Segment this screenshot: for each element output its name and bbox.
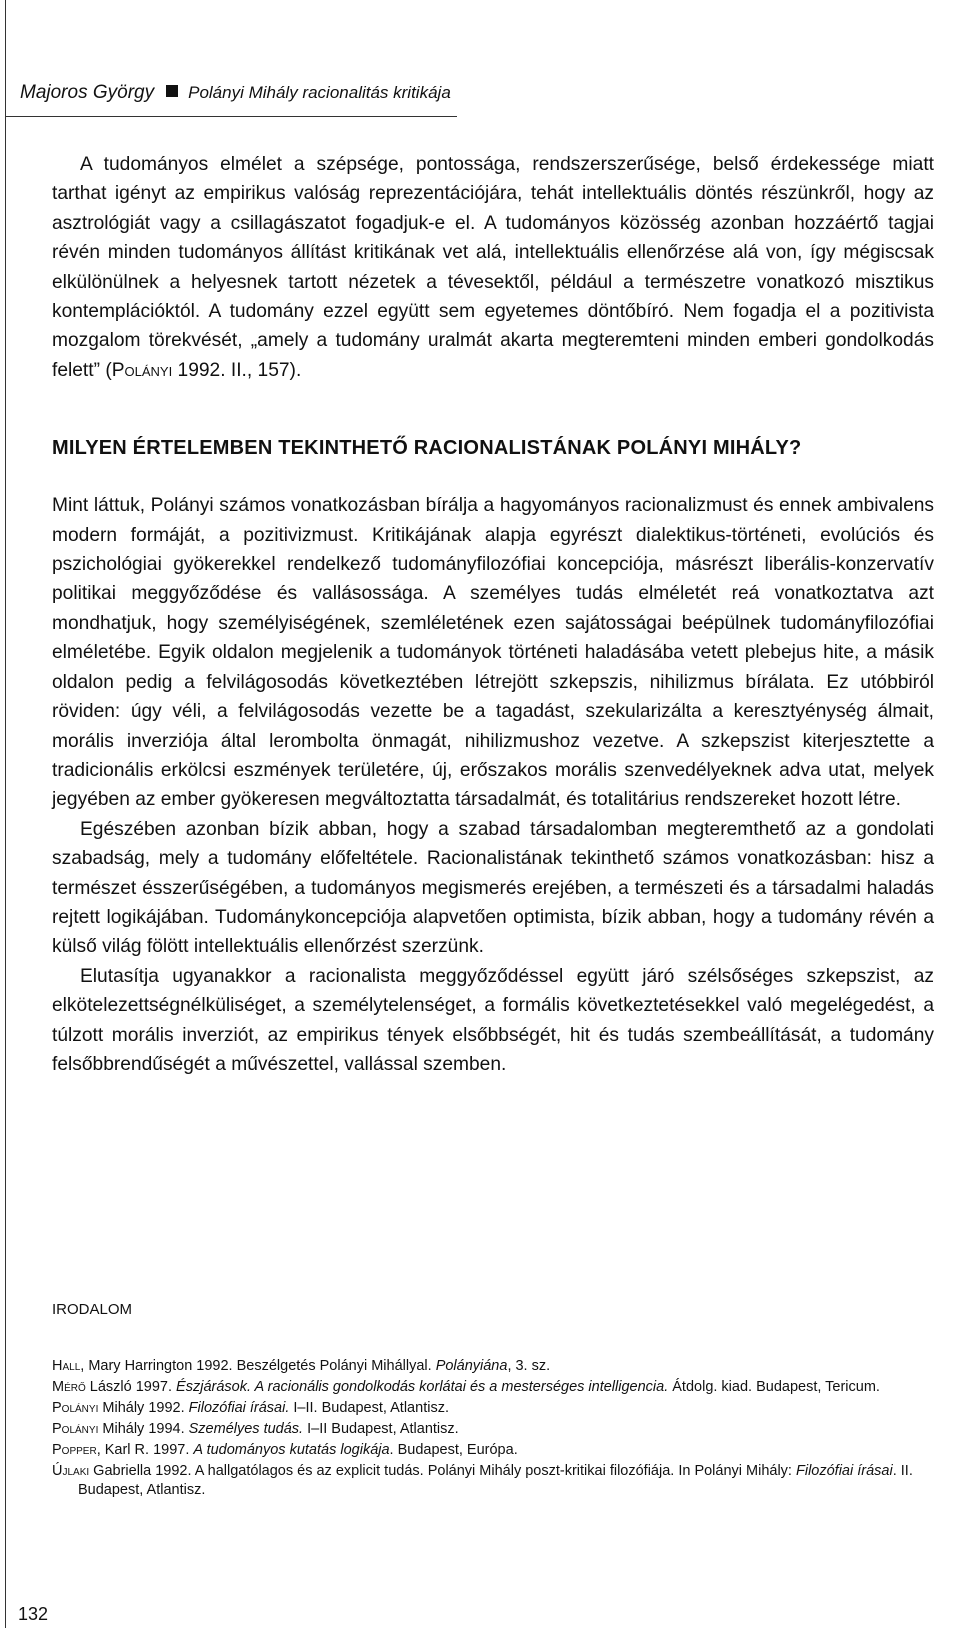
reference-title: Filozófiai írásai. — [188, 1400, 290, 1416]
reference-text: , Mary Harrington 1992. Beszélgetés Polányi Mihállyal. — [80, 1358, 436, 1374]
header-rule — [5, 116, 457, 117]
reference-title: Személyes tudás. — [188, 1421, 304, 1437]
reference-item — [52, 1420, 934, 1439]
citation-name: Polányi — [111, 359, 173, 381]
reference-author: Hall — [52, 1358, 81, 1374]
reference-text: I–II Budapest, Atlantisz. — [303, 1421, 459, 1437]
reference-text: Átdolg. kiad. Budapest, Tericum. — [668, 1379, 880, 1395]
reference-text: , 3. sz. — [507, 1358, 551, 1374]
running-header — [20, 82, 451, 104]
square-bullet-icon — [166, 85, 178, 97]
reference-text: Mihály 1994. — [98, 1421, 189, 1437]
header-title: Polányi Mihály racionalitás kritikája — [188, 83, 451, 102]
reference-title: Filozófiai írásai — [796, 1463, 893, 1479]
reference-text: László 1997. — [85, 1379, 177, 1395]
paragraph-1 — [52, 150, 934, 385]
reference-author: Mérő — [52, 1379, 86, 1395]
reference-title: Észjárások. A racionális gondolkodás korlátai és a mesterséges intelligencia. — [176, 1379, 669, 1395]
reference-author: Polányi — [52, 1400, 99, 1416]
left-margin-rule — [5, 0, 6, 1628]
reference-author: Popper — [52, 1442, 97, 1458]
reference-item — [52, 1462, 934, 1500]
reference-text: Gabriella 1992. A hallgatólagos és az explicit tudás. Polányi Mihály poszt-kritikai filozófiája. In Polányi Mihály: — [89, 1463, 796, 1479]
references-title: IRODALOM — [52, 1301, 133, 1318]
paragraph-2: Mint láttuk, Polányi számos vonatkozásban bírálja a hagyományos racionalizmust és ennek ambivalens modern formáját, a pozitivizmust. Kritikájának alapja egyrészt dialektikus-történeti, evolúciós és pszichológiai gyökerekkel rendelkező tudományfilozófiai koncepciója, másrészt liberális-konzervatív politikai meggyőződése és vallásossága. A személyes tudás elméletét reá vonatkoztatva azt mondhatjuk, hogy személyiségének, szemléletének ezen sajátosságai beépülnek tudományfilozófiai elméletébe. Egyik oldalon megjelenik a tudományok történeti haladásába vetett plebejus hite, a másik oldalon pedig a felvilágosodás következtében létrejött szkepszis, nihilizmus bírálata. Ez utóbbiról röviden: úgy véli, a felvilágosodás vezette be a tagadást, szekularizálta a keresztyénység álmait, morális inverziója által lerombolta önmagát, nihilizmushoz vezetve. A szkepszist kiterjesztette a tradicionális erkölcsi eszmények területére, új, erőszakos morális szenvedélyeknek adva utat, melyek jegyében az ember gyökeresen megváltoztatta társadalmát, és totalitárius rendszereket hozott létre. — [52, 495, 934, 811]
reference-text: Mihály 1992. — [98, 1400, 189, 1416]
paragraph-1-text: A tudományos elmélet a szépsége, pontossága, rendszerszerűsége, belső érdekessége miatt tarthat igényt az empirikus valóság reprezentációjára, tehát intellektuális döntés részünkről, hogy az asztrológiát vagy a csillagászatot fogadjuk-e el. A tudományos közösség azonban hozzáértő tagjai révén minden tudományos állítást kritikának vet alá, intellektuális ellenőrzése alá von, így mégiscsak elkülönülnek a helyesnek tartott nézetek a tévesektől, például a természetre vonatkozó misztikus kontemplációktól. A tudomány ezzel együtt sem egyetemes döntőbíró. Nem fogadja el a pozitivista mozgalom törekvését, „amely a tudomány uralmát akarta megteremteni minden emberi gondolkodás felett” ( — [52, 154, 934, 381]
reference-item — [52, 1441, 934, 1460]
paragraph-4: Elutasítja ugyanakkor a racionalista meggyőződéssel együtt járó szélsőséges szkepszist, az elkötelezettségnélküliséget, a személytelenséget, a formális következtetésekkel való megelégedést, a túlzott morális inverziót, az empirikus tények elsőbbségét, hit és tudás szembeállítását, a tudomány felsőbbrendűségét a művészettel, vallással szemben. — [52, 965, 934, 1075]
reference-title: Polányiána — [435, 1358, 508, 1374]
citation-rest: 1992. II., 157). — [172, 359, 302, 381]
reference-text: . Budapest, Európa. — [389, 1442, 518, 1458]
reference-text: , Karl R. 1997. — [96, 1442, 194, 1458]
reference-author: Polányi — [52, 1421, 99, 1437]
reference-text: . II. Budapest, Atlantisz. — [78, 1463, 913, 1498]
references-section — [52, 1300, 934, 1502]
section-heading: MILYEN ÉRTELEMBEN TEKINTHETŐ RACIONALISTÁNAK POLÁNYI MIHÁLY? — [52, 437, 802, 460]
reference-author: Újlaki — [52, 1463, 90, 1479]
paragraph-3: Egészében azonban bízik abban, hogy a szabad társadalomban megteremthető az a gondolati szabadság, mely a tudomány előfeltétele. Racionalistának tekinthető számos vonatkozásban: hisz a természet ésszerűségében, a tudományos megismerés erejében, a természeti és a társadalmi haladás rejtett logikájában. Tudománykoncepciója alapvetően optimista, bízik abban, hogy a tudomány révén a külső világ fölött intellektuális ellenőrzést szerzünk. — [52, 818, 934, 958]
article-body — [52, 150, 934, 1079]
header-author: Majoros György — [20, 82, 155, 103]
reference-item — [52, 1399, 934, 1418]
page-number: 132 — [18, 1604, 49, 1624]
reference-item — [52, 1357, 934, 1376]
reference-text: I–II. Budapest, Atlantisz. — [289, 1400, 449, 1416]
reference-title: A tudományos kutatás logikája — [193, 1442, 390, 1458]
reference-item — [52, 1378, 934, 1397]
